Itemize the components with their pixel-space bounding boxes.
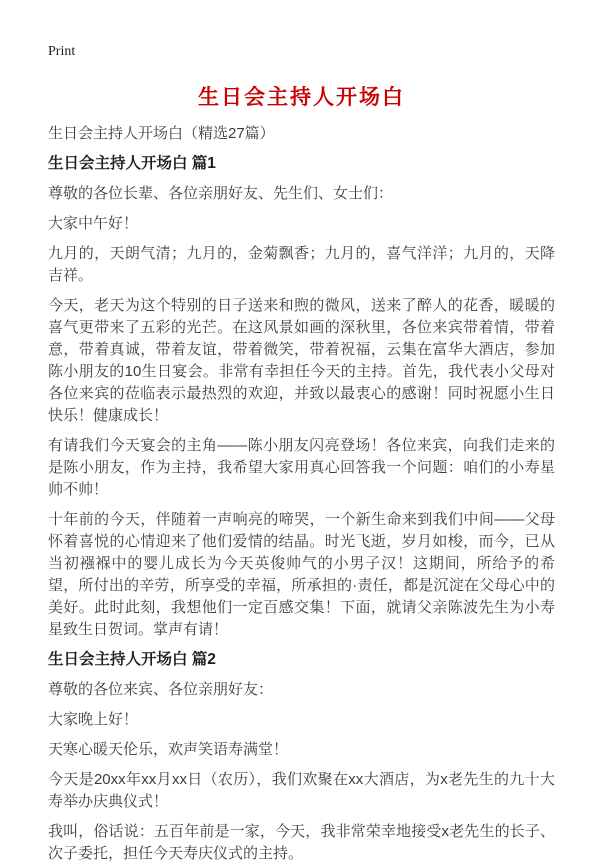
section-1 [48,153,555,641]
paragraph: 有请我们今天宴会的主角——陈小朋友闪亮登场！各位来宾，向我们走来的是陈小朋友，作为主持，我希望大家用真心回答我一个问题：咱们的小寿星帅不帅！ [48,437,555,499]
paragraph: 九月的，天朗气清；九月的，金菊飘香；九月的，喜气洋洋；九月的，天降吉祥。 [48,245,555,285]
paragraph: 大家晚上好！ [48,711,139,729]
page-title: 生日会主持人开场白 [198,86,405,109]
paragraph: 今天是20xx年xx月xx日（农历），我们欢聚在xx大酒店，为x老先生的九十大寿举办庆典仪式！ [48,771,555,811]
paragraph: 十年前的今天，伴随着一声响亮的啼哭，一个新生命来到我们中间——父母怀着喜悦的心情迎来了他们爱情的结晶。时光飞逝，岁月如梭，而今，已从当初襁褓中的婴儿成长为今天英俊帅气的小男子汉！这期间，所给予的希望，所付出的辛劳，所享受的幸福，所承担的·责任，都是沉淀在父母心中的美好。此时此刻，我想他们一定百感交集！下面，就请父亲陈波先生为小寿星致生日贺词。掌声有请！ [48,511,555,639]
paragraph: 今天，老天为这个特别的日子送来和煦的微风，送来了醉人的花香，暖暖的喜气更带来了五彩的光芒。在这风景如画的深秋里，各位来宾带着情，带着意，带着真诚，带着友谊，带着微笑，带着祝福，云集在富华大酒店，参加陈小朋友的10生日宴会。非常有幸担任今天的主持。首先，我代表小父母对各位来宾的莅临表示最热烈的欢迎，并致以最衷心的感谢！同时祝愿小生日快乐！健康成长！ [48,297,555,425]
paragraph: 我叫，俗话说：五百年前是一家，今天，我非常荣幸地接受x老先生的长子、次子委托，担任今天寿庆仪式的主持。 [48,823,555,863]
section-2-heading: 生日会主持人开场白 篇2 [48,651,216,669]
paragraph: 尊敬的各位长辈、各位亲朋好友、先生们、女士们： [48,185,394,203]
intro-text: 生日会主持人开场白（精选27篇） [48,125,275,143]
paragraph: 大家中午好！ [48,215,139,233]
paragraph: 天寒心暖天伦乐，欢声笑语寿满堂！ [48,741,289,759]
paragraph: 尊敬的各位来宾、各位亲朋好友： [48,681,274,699]
print-link[interactable]: Print [48,44,76,59]
section-2 [48,649,555,865]
section-1-heading: 生日会主持人开场白 篇1 [48,155,216,173]
